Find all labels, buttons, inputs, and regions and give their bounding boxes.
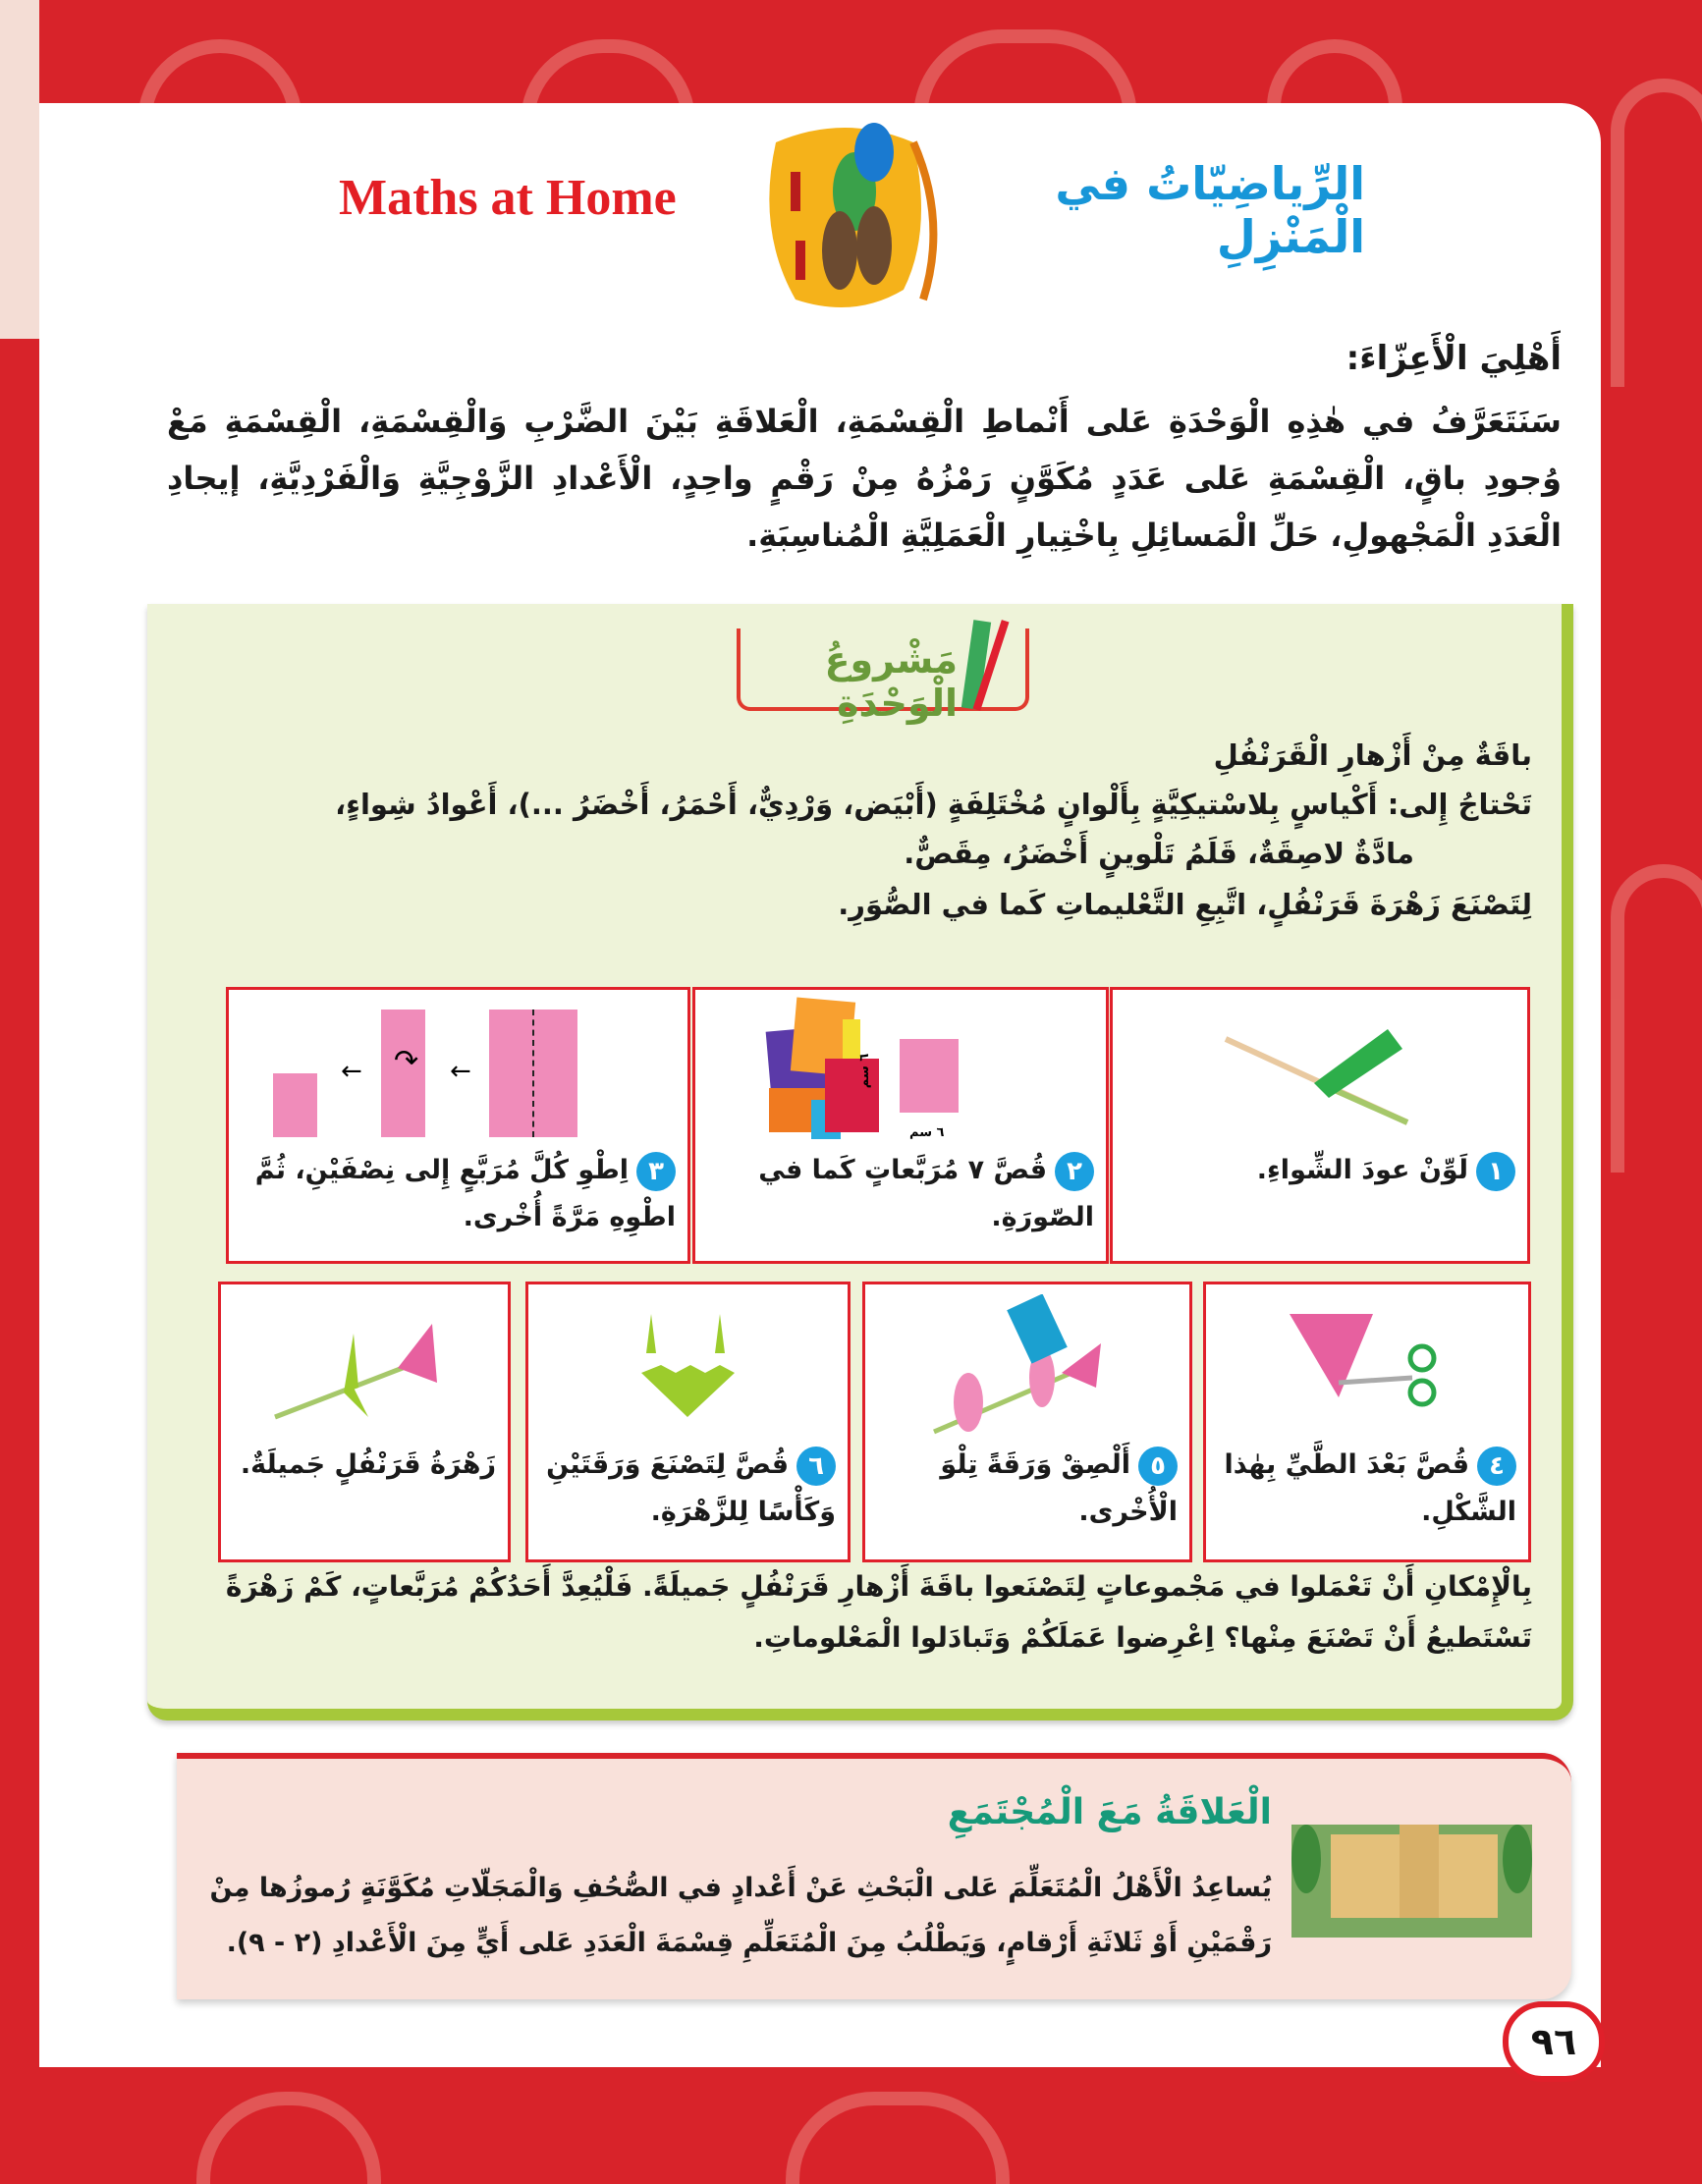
step-number-badge: ٥ (1138, 1447, 1178, 1486)
community-title: الْعَلاقَةُ مَعَ الْمُجْتَمَعِ (947, 1792, 1272, 1832)
curved-arrow-icon: ↷ (394, 1044, 419, 1078)
size-label-vertical: ٦ سم (857, 1053, 873, 1089)
step-panel-5 (862, 1282, 1192, 1562)
arrow-left-icon: ← (341, 1057, 362, 1086)
step-panel-3 (226, 987, 690, 1264)
step-text: قُصَّ ٧ مُرَبَّعاتٍ كَما في الصّورَةِ. (758, 1155, 1094, 1232)
step-panel-7 (218, 1282, 511, 1562)
skewer-marker-illustration (1221, 1019, 1417, 1127)
step-panel-4 (1203, 1282, 1531, 1562)
step-number-badge: ١ (1476, 1152, 1515, 1191)
step-text: أَلْصِقْ وَرَقَةً تِلْوَ الْأُخْرى. (940, 1449, 1178, 1527)
arrow-left-icon: ← (450, 1057, 471, 1086)
background-decoration (1611, 79, 1702, 387)
instructions-line: لِتَصْنَعَ زَهْرَةَ قَرَنْفُلٍ، اتَّبِعِ التَّعْليماتِ كَما في الصُّوَرِ. (838, 888, 1532, 921)
folded-square (273, 1073, 317, 1137)
house-illustration (1291, 1825, 1532, 1938)
step-panel-1 (1110, 987, 1530, 1264)
step-panel-2 (692, 987, 1109, 1264)
cut-paper-scissors-illustration (1285, 1304, 1452, 1417)
project-title: مَشْروعُ الْوَحْدَةِ (824, 638, 958, 725)
background-decoration (786, 2092, 1010, 2184)
step-text: قُصَّ لِتَصْنَعَ وَرَقَتَيْنِ وَكَأْسًا لِلزَّهْرَةِ. (546, 1449, 836, 1527)
left-margin-strip (0, 0, 39, 339)
school-bag-illustration (737, 83, 972, 319)
leaves-calyx-illustration (636, 1314, 744, 1422)
community-text: يُساعِدُ الْأَهْلُ الْمُتَعَلِّمَ عَلى الْبَحْثِ عَنْ أَعْدادٍ في الصُّحُفِ وَالْمَجَلّاتِ مُكَوَّنَةٍ رُموزُها مِنْ رَقْمَيْنِ أَوْ ثَلاثَةِ أَرْقامٍ، وَيَطْلُبُ مِنَ الْمُتَعَلِّمِ قِسْمَةَ الْعَدَدِ عَلى أَيٍّ مِنَ الْأَعْدادِ (٢ - ٩). (209, 1873, 1272, 1958)
glue-flower-illustration (924, 1294, 1121, 1437)
step-text: قُصَّ بَعْدَ الطَّيِّ بِهٰذا الشَّكْلِ. (1224, 1449, 1516, 1527)
intro-paragraph: سَنَتَعَرَّفُ في هٰذِهِ الْوَحْدَةِ عَلى أَنْماطِ الْقِسْمَةِ، الْعَلاقَةِ بَيْنَ الضَّرْبِ وَالْقِسْمَةِ، الْقِسْمَةِ مَعْ وُجودِ باقٍ، الْقِسْمَةِ عَلى عَدَدٍ مُكَوَّنٍ رَمْزُهُ مِنْ رَقْمٍ واحِدٍ، الْأَعْدادِ الزَّوْجِيَّةِ وَالْفَرْدِيَّةِ، إيجادِ الْعَدَدِ الْمَجْهولِ، حَلِّ الْمَسائِلِ بِاخْتِيارِ الْعَمَلِيَّةِ الْمُناسِبَةِ. (167, 403, 1562, 554)
greeting: أَهْلِيَ الْأَعِزّاءَ: (1345, 339, 1562, 378)
background-decoration (1611, 864, 1702, 1173)
materials-line-2: مادَّةٌ لاصِقَةٌ، قَلَمُ تَلْوينٍ أَخْضَرُ، مِقَصٌّ. (904, 837, 1414, 870)
step-text: زَهْرَةُ قَرَنْفُلٍ جَميلَةٌ. (240, 1449, 496, 1480)
step-number-badge: ٣ (636, 1152, 676, 1191)
background-decoration (196, 2092, 381, 2184)
step-number-badge: ٤ (1477, 1447, 1516, 1486)
pink-square (900, 1039, 959, 1113)
step-panel-6 (525, 1282, 851, 1562)
page-number: ٩٦ (1503, 2001, 1605, 2082)
page-title-english: Maths at Home (339, 170, 677, 226)
project-heading: باقَةٌ مِنْ أَزْهارِ الْقَرَنْفُلِ (1213, 738, 1532, 772)
fold-line (532, 1010, 534, 1137)
materials-line-1: تَحْتاجُ إِلى: أَكْياسٍ بِلاسْتيكِيَّةٍ بِأَلْوانٍ مُخْتَلِفَةٍ (أَبْيَض، وَرْدِيٌّ، أَحْمَرُ، أَخْضَرُ ...)، أَعْوادُ شِواءٍ، (335, 788, 1532, 821)
step-text: اِطْوِ كُلَّ مُرَبَّعٍ إِلى نِصْفَيْنِ، ثُمَّ اطْوِهِ مَرَّةً أُخْرى. (254, 1155, 676, 1232)
step-text: لَوِّنْ عودَ الشِّواءِ. (1256, 1155, 1468, 1185)
page-title-arabic: الرِّياضِيّاتُ في الْمَنْزِلِ (1055, 157, 1365, 263)
carnation-flower-illustration (270, 1314, 467, 1422)
project-closing-text: بِالْإِمْكانِ أَنْ تَعْمَلوا في مَجْموعاتٍ لِتَصْنَعوا باقَةَ أَزْهارِ قَرَنْفُلٍ جَميلَةً. فَلْيُعِدَّ أَحَدُكُمْ مُرَبَّعاتٍ، كَمْ زَهْرَةً تَسْتَطيعُ أَنْ تَصْنَعَ مِنْها؟ اِعْرِضوا عَمَلَكُمْ وَتَبادَلوا الْمَعْلوماتِ. (225, 1570, 1532, 1654)
step-number-badge: ٢ (1055, 1152, 1094, 1191)
size-label-horizontal: ٦ سم (909, 1125, 945, 1140)
step-number-badge: ٦ (796, 1447, 836, 1486)
